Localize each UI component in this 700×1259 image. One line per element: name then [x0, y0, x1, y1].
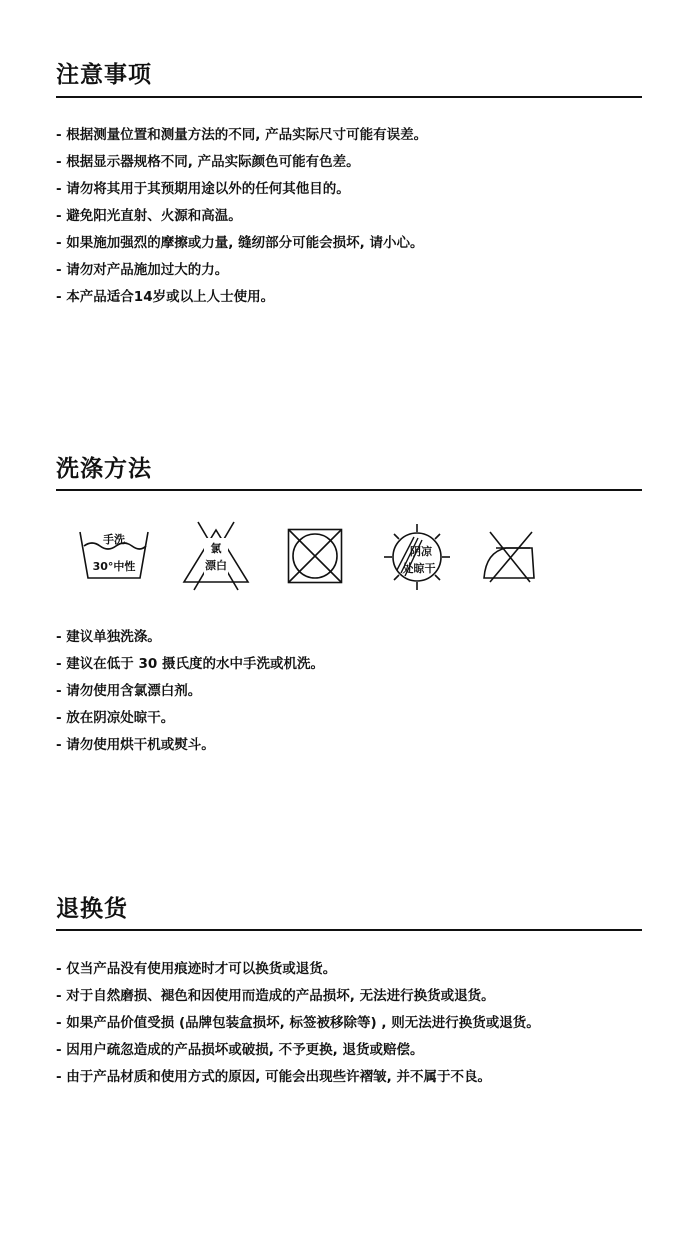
list-item: - 放在阴凉处晾干。: [56, 710, 175, 726]
washing-list-wrap: [56, 624, 642, 759]
shade-dry-label-bottom: 处晾干: [402, 562, 436, 575]
returns-divider: [56, 929, 642, 931]
list-item: - 仅当产品没有使用痕迹时才可以换货或退货。: [56, 961, 337, 977]
no-bleach-icon: [180, 520, 252, 592]
returns-list: [56, 956, 642, 1091]
washing-section: [56, 454, 642, 484]
hand-wash-label: 手洗: [103, 533, 125, 546]
list-item: - 因用户疏忽造成的产品损坏或破损, 不予更换, 退货或赔偿。: [56, 1042, 424, 1058]
washing-title: 洗涤方法: [56, 456, 152, 482]
notice-list-wrap: [56, 122, 642, 311]
list-item: - 请勿使用烘干机或熨斗。: [56, 737, 215, 753]
list-item: - 建议在低于 30 摄氏度的水中手洗或机洗。: [56, 656, 324, 672]
shade-dry-icon: [382, 522, 452, 592]
returns-title: 退换货: [56, 896, 128, 922]
notice-title: 注意事项: [56, 62, 152, 88]
list-item: - 本产品适合14岁或以上人士使用。: [56, 289, 275, 305]
care-symbols: [56, 518, 556, 594]
notice-list: [56, 122, 642, 311]
no-tumble-dry-icon: [287, 528, 343, 584]
notice-section: [56, 60, 642, 90]
list-item: - 请勿使用含氯漂白剂。: [56, 683, 202, 699]
shade-dry-label-top: 阴凉: [410, 545, 432, 558]
hand-wash-temp: 30°中性: [92, 560, 136, 573]
washing-list: [56, 624, 642, 759]
list-item: - 建议单独洗涤。: [56, 629, 161, 645]
notice-divider: [56, 96, 642, 98]
list-item: - 对于自然磨损、褪色和因使用而造成的产品损坏, 无法进行换货或退货。: [56, 988, 495, 1004]
list-item: - 请勿对产品施加过大的力。: [56, 262, 229, 278]
list-item: - 如果产品价值受损 (品牌包装盒损坏, 标签被移除等) , 则无法进行换货或退货。: [56, 1015, 540, 1031]
hand-wash-icon: [76, 526, 152, 586]
list-item: - 由于产品材质和使用方式的原因, 可能会出现些许褶皱, 并不属于不良。: [56, 1069, 491, 1085]
list-item: - 如果施加强烈的摩擦或力量, 缝纫部分可能会损坏, 请小心。: [56, 235, 424, 251]
returns-list-wrap: [56, 956, 642, 1091]
washing-divider: [56, 489, 642, 491]
returns-section: [56, 894, 642, 924]
no-iron-icon: [482, 528, 538, 584]
list-item: - 根据显示器规格不同, 产品实际颜色可能有色差。: [56, 154, 360, 170]
list-item: - 根据测量位置和测量方法的不同, 产品实际尺寸可能有误差。: [56, 127, 428, 143]
bleach-label-bottom: 漂白: [205, 559, 227, 572]
list-item: - 避免阳光直射、火源和高温。: [56, 208, 242, 224]
list-item: - 请勿将其用于其预期用途以外的任何其他目的。: [56, 181, 350, 197]
bleach-label-top: 氯: [210, 542, 222, 555]
